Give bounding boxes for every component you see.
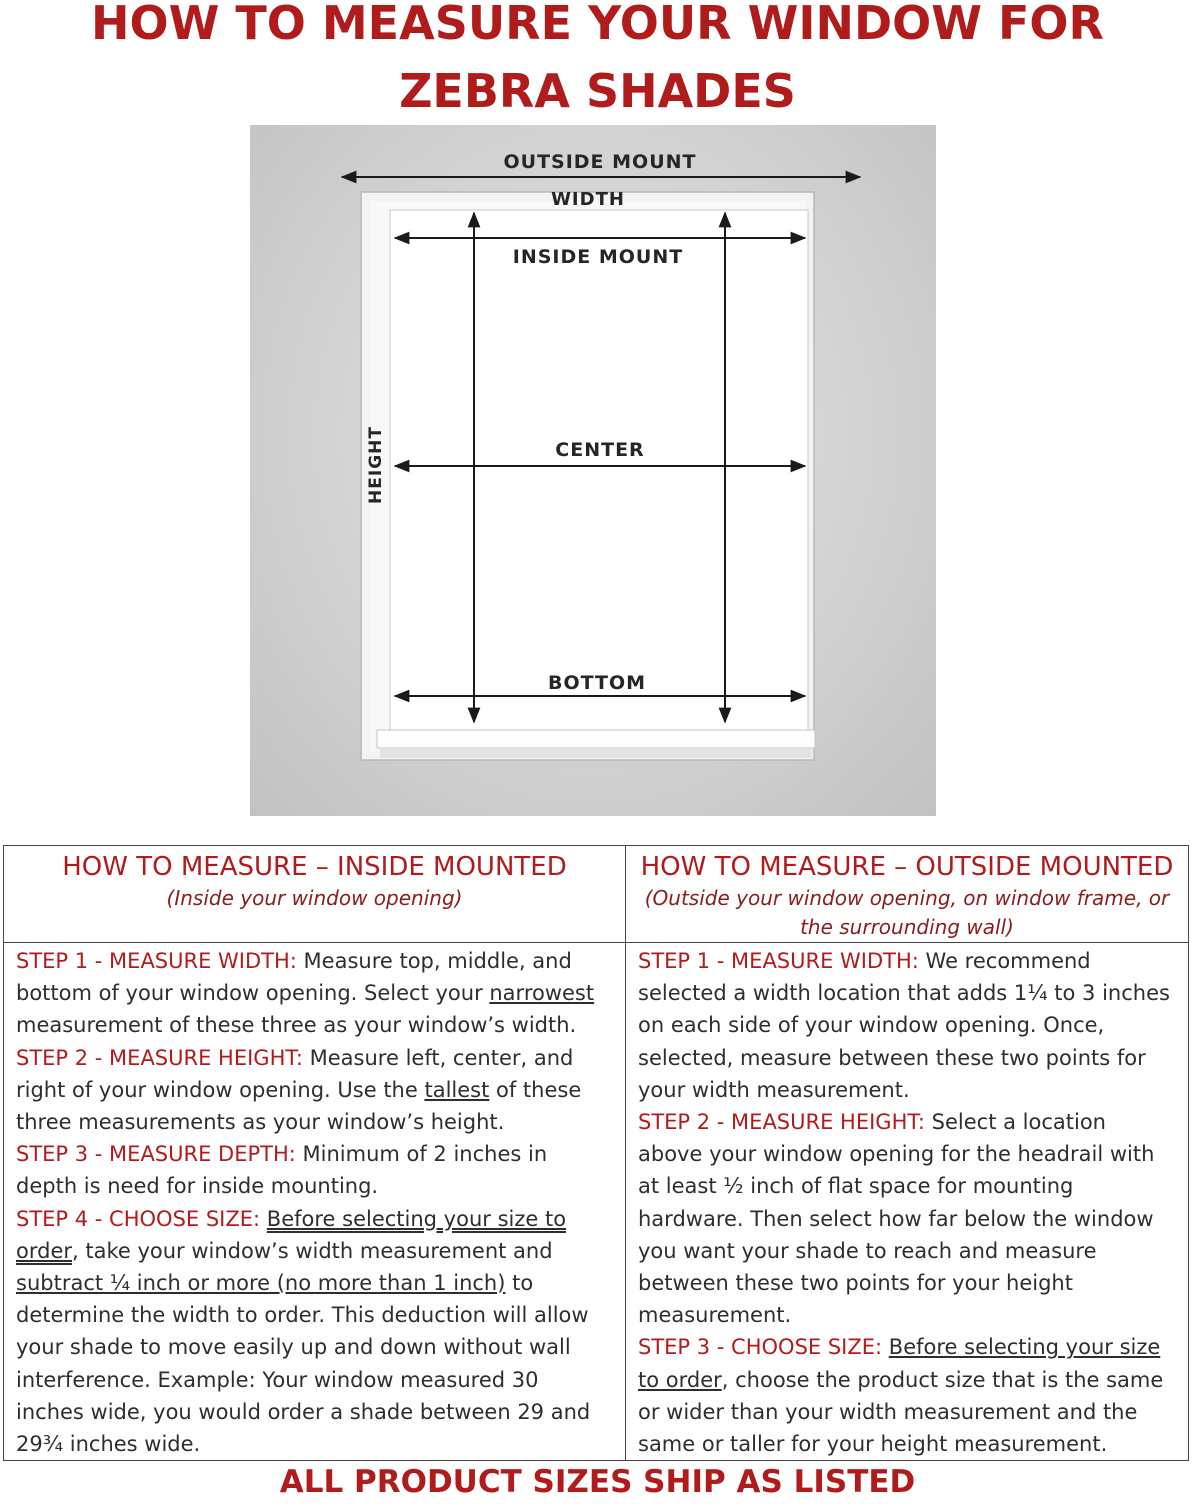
label-width: WIDTH — [551, 189, 625, 210]
step-text: measurement of these three as your window’s width. — [16, 1013, 577, 1038]
inside-mount-heading: HOW TO MEASURE – INSIDE MOUNTED — [62, 852, 567, 882]
label-bottom: BOTTOM — [547, 672, 647, 694]
outside-mount-steps — [626, 943, 1189, 1461]
step-label: STEP 3 - MEASURE DEPTH: — [16, 1142, 296, 1167]
inside-mount-header — [4, 846, 626, 943]
outside-mount-header — [626, 846, 1189, 943]
inside-mount-subheading: (Inside your window opening) — [166, 886, 463, 910]
step-label: STEP 2 - MEASURE HEIGHT: — [16, 1045, 303, 1070]
window-sill — [377, 730, 815, 748]
outside-mount-subheading: (Outside your window opening, on window frame, or the surrounding wall) — [644, 886, 1170, 939]
label-center: CENTER — [555, 439, 645, 461]
emphasis-text: tallest — [424, 1077, 490, 1102]
emphasis-text: Before selecting your size to order — [16, 1206, 567, 1263]
inside-step-1 — [16, 945, 613, 1042]
step-text: to determine the width to order. This deduction will allow your shade to move easily up and down without wall interference. Example: Your window measured 30 inches wide, you would order a shade between 29 and 29¾ inches wide. — [16, 1271, 591, 1457]
emphasis-text: Before selecting your size to order — [638, 1335, 1161, 1392]
page-title-line-1: HOW TO MEASURE YOUR WINDOW FOR — [91, 0, 1104, 50]
outside-step-3 — [638, 1331, 1176, 1460]
measuring-instructions-table — [3, 845, 1189, 1461]
inside-step-2 — [16, 1042, 613, 1139]
step-text: Select a location above your window opening for the headrail with at least ½ inch of flat space for mounting hardware. Then select how far below the window you want your shade to reach and measure between these two points for your height measurement. — [638, 1110, 1155, 1328]
step-label: STEP 1 - MEASURE WIDTH: — [16, 949, 297, 973]
inside-mount-steps — [4, 943, 626, 1461]
step-label: STEP 3 - CHOOSE SIZE: — [638, 1335, 883, 1360]
inside-step-4 — [16, 1203, 613, 1461]
step-text: , choose the product size that is the same or wider than your width measurement and the same or taller for your height measurement. — [638, 1367, 1164, 1457]
step-text: , take your window’s width measurement and — [72, 1238, 553, 1263]
step-label: STEP 2 - MEASURE HEIGHT: — [638, 1110, 925, 1135]
step-text: We recommend selected a width location that adds 1¼ to 3 inches on each side of your window opening. Once, selected, measure between these two points for your width measurement. — [638, 949, 1170, 1102]
page-title-line-2: ZEBRA SHADES — [399, 64, 796, 118]
outside-mount-heading: HOW TO MEASURE – OUTSIDE MOUNTED — [640, 852, 1174, 882]
outside-step-1 — [638, 945, 1176, 1106]
label-height: HEIGHT — [366, 426, 386, 504]
step-text: Measure left, center, and right of your window opening. Use the — [16, 1045, 574, 1102]
inside-step-3 — [16, 1138, 613, 1202]
label-outside-mount: OUTSIDE MOUNT — [503, 151, 697, 173]
step-text: Measure top, middle, and bottom of your window opening. Select your — [16, 949, 572, 1006]
step-label: STEP 4 - CHOOSE SIZE: — [16, 1206, 261, 1231]
outside-step-2 — [638, 1106, 1176, 1331]
footer-notice: ALL PRODUCT SIZES SHIP AS LISTED — [279, 1464, 916, 1500]
emphasis-text: narrowest — [489, 981, 595, 1006]
step-text: Minimum of 2 inches in depth is need for inside mounting. — [16, 1142, 548, 1199]
label-inside-mount: INSIDE MOUNT — [512, 246, 684, 268]
emphasis-text: subtract ¼ inch or more (no more than 1 inch) — [16, 1271, 506, 1296]
window-measure-diagram — [250, 125, 936, 816]
step-text: of these three measurements as your window’s height. — [16, 1077, 582, 1135]
step-label: STEP 1 - MEASURE WIDTH: — [638, 949, 919, 973]
window-opening — [390, 210, 808, 730]
